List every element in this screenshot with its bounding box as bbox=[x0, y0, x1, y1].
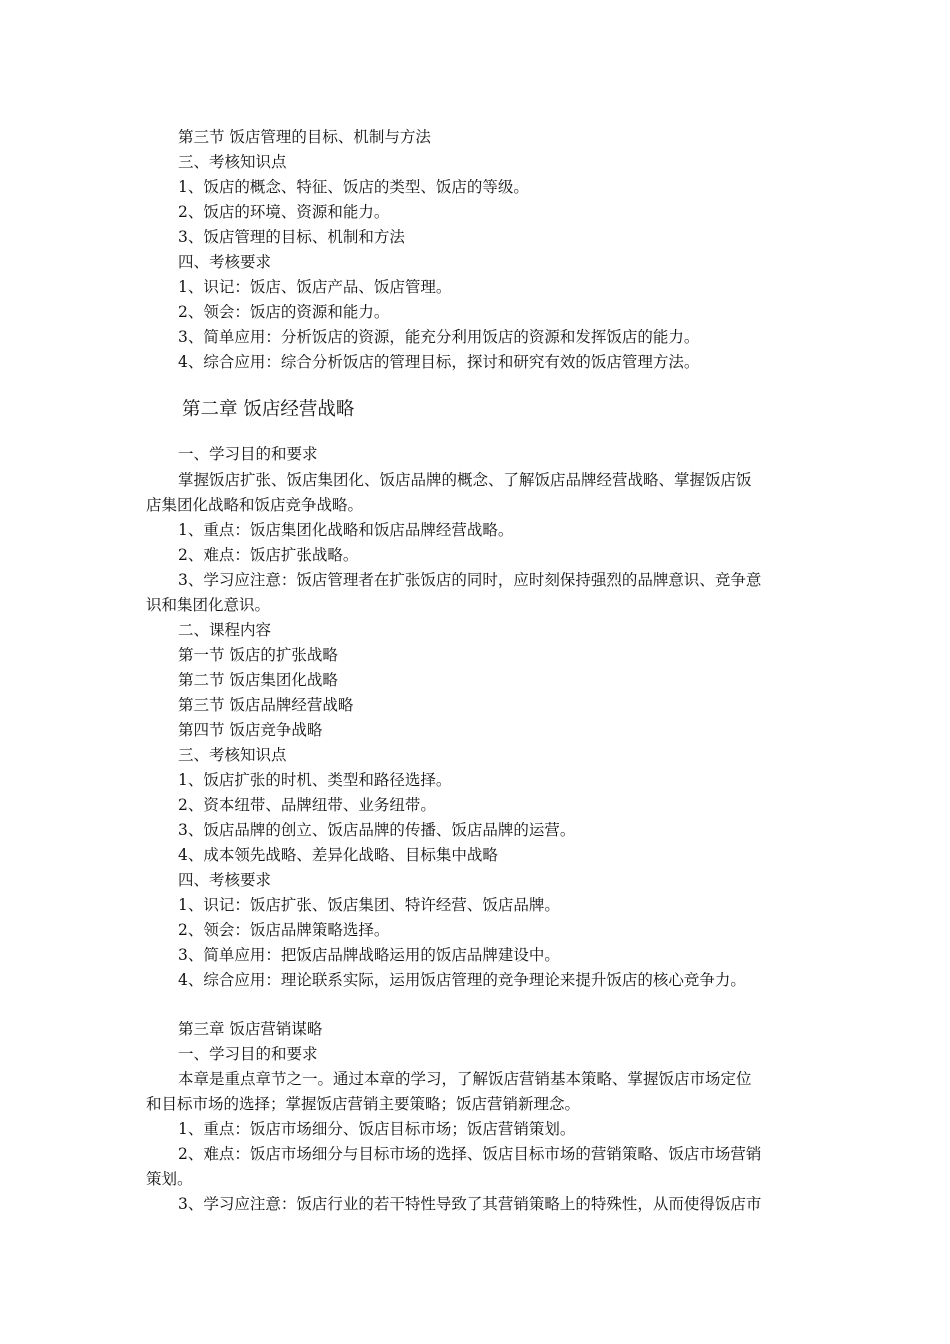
paragraph-line: 本章是重点章节之一。通过本章的学习，了解饭店营销基本策略、掌握饭店市场定位 bbox=[178, 1070, 752, 1088]
list-item: 2、领会：饭店的资源和能力。 bbox=[178, 303, 390, 321]
list-item: 1、饭店的概念、特征、饭店的类型、饭店的等级。 bbox=[178, 178, 529, 196]
subsection-heading: 三、考核知识点 bbox=[178, 746, 287, 764]
list-item: 2、资本纽带、品牌纽带、业务纽带。 bbox=[178, 796, 436, 814]
paragraph-line: 店集团化战略和饭店竞争战略。 bbox=[146, 496, 364, 514]
list-item: 2、难点：饭店市场细分与目标市场的选择、饭店目标市场的营销策略、饭店市场营销 bbox=[178, 1145, 762, 1163]
list-item: 3、简单应用：把饭店品牌战略运用的饭店品牌建设中。 bbox=[178, 946, 560, 964]
list-item: 2、难点：饭店扩张战略。 bbox=[178, 546, 359, 564]
paragraph-line: 掌握饭店扩张、饭店集团化、饭店品牌的概念、了解饭店品牌经营战略、掌握饭店饭 bbox=[178, 471, 752, 489]
subsection-heading: 四、考核要求 bbox=[178, 253, 272, 271]
subsection-heading: 一、学习目的和要求 bbox=[178, 1045, 318, 1063]
subsection-heading: 一、学习目的和要求 bbox=[178, 445, 318, 463]
list-item: 4、综合应用：理论联系实际，运用饭店管理的竞争理论来提升饭店的核心竞争力。 bbox=[178, 971, 746, 989]
section-heading: 第二节 饭店集团化战略 bbox=[178, 671, 338, 689]
chapter-heading: 第二章 饭店经营战略 bbox=[182, 399, 355, 420]
list-item: 1、重点：饭店集团化战略和饭店品牌经营战略。 bbox=[178, 521, 514, 539]
section-heading: 第三节 饭店管理的目标、机制与方法 bbox=[178, 128, 431, 146]
list-item: 4、成本领先战略、差异化战略、目标集中战略 bbox=[178, 846, 498, 864]
list-item: 2、饭店的环境、资源和能力。 bbox=[178, 203, 390, 221]
list-item: 3、学习应注意：饭店行业的若干特性导致了其营销策略上的特殊性，从而使得饭店市 bbox=[178, 1195, 762, 1213]
list-item: 3、饭店品牌的创立、饭店品牌的传播、饭店品牌的运营。 bbox=[178, 821, 576, 839]
list-item: 3、简单应用：分析饭店的资源，能充分利用饭店的资源和发挥饭店的能力。 bbox=[178, 328, 700, 346]
list-item: 1、饭店扩张的时机、类型和路径选择。 bbox=[178, 771, 452, 789]
list-item: 3、学习应注意：饭店管理者在扩张饭店的同时，应时刻保持强烈的品牌意识、竞争意 bbox=[178, 571, 762, 589]
list-item: 1、重点：饭店市场细分、饭店目标市场；饭店营销策划。 bbox=[178, 1120, 576, 1138]
list-item: 3、饭店管理的目标、机制和方法 bbox=[178, 228, 405, 246]
paragraph-line: 策划。 bbox=[146, 1170, 193, 1188]
paragraph-line: 和目标市场的选择；掌握饭店营销主要策略；饭店营销新理念。 bbox=[146, 1095, 581, 1113]
section-heading: 第四节 饭店竞争战略 bbox=[178, 721, 323, 739]
list-item: 1、识记：饭店扩张、饭店集团、特许经营、饭店品牌。 bbox=[178, 896, 560, 914]
subsection-heading: 四、考核要求 bbox=[178, 871, 272, 889]
list-item: 1、识记：饭店、饭店产品、饭店管理。 bbox=[178, 278, 452, 296]
list-item: 4、综合应用：综合分析饭店的管理目标，探讨和研究有效的饭店管理方法。 bbox=[178, 353, 700, 371]
paragraph-line: 识和集团化意识。 bbox=[146, 596, 271, 614]
subsection-heading: 三、考核知识点 bbox=[178, 153, 287, 171]
section-heading: 第一节 饭店的扩张战略 bbox=[178, 646, 338, 664]
list-item: 2、领会：饭店品牌策略选择。 bbox=[178, 921, 390, 939]
chapter-heading: 第三章 饭店营销谋略 bbox=[178, 1020, 323, 1038]
subsection-heading: 二、课程内容 bbox=[178, 621, 272, 639]
section-heading: 第三节 饭店品牌经营战略 bbox=[178, 696, 354, 714]
